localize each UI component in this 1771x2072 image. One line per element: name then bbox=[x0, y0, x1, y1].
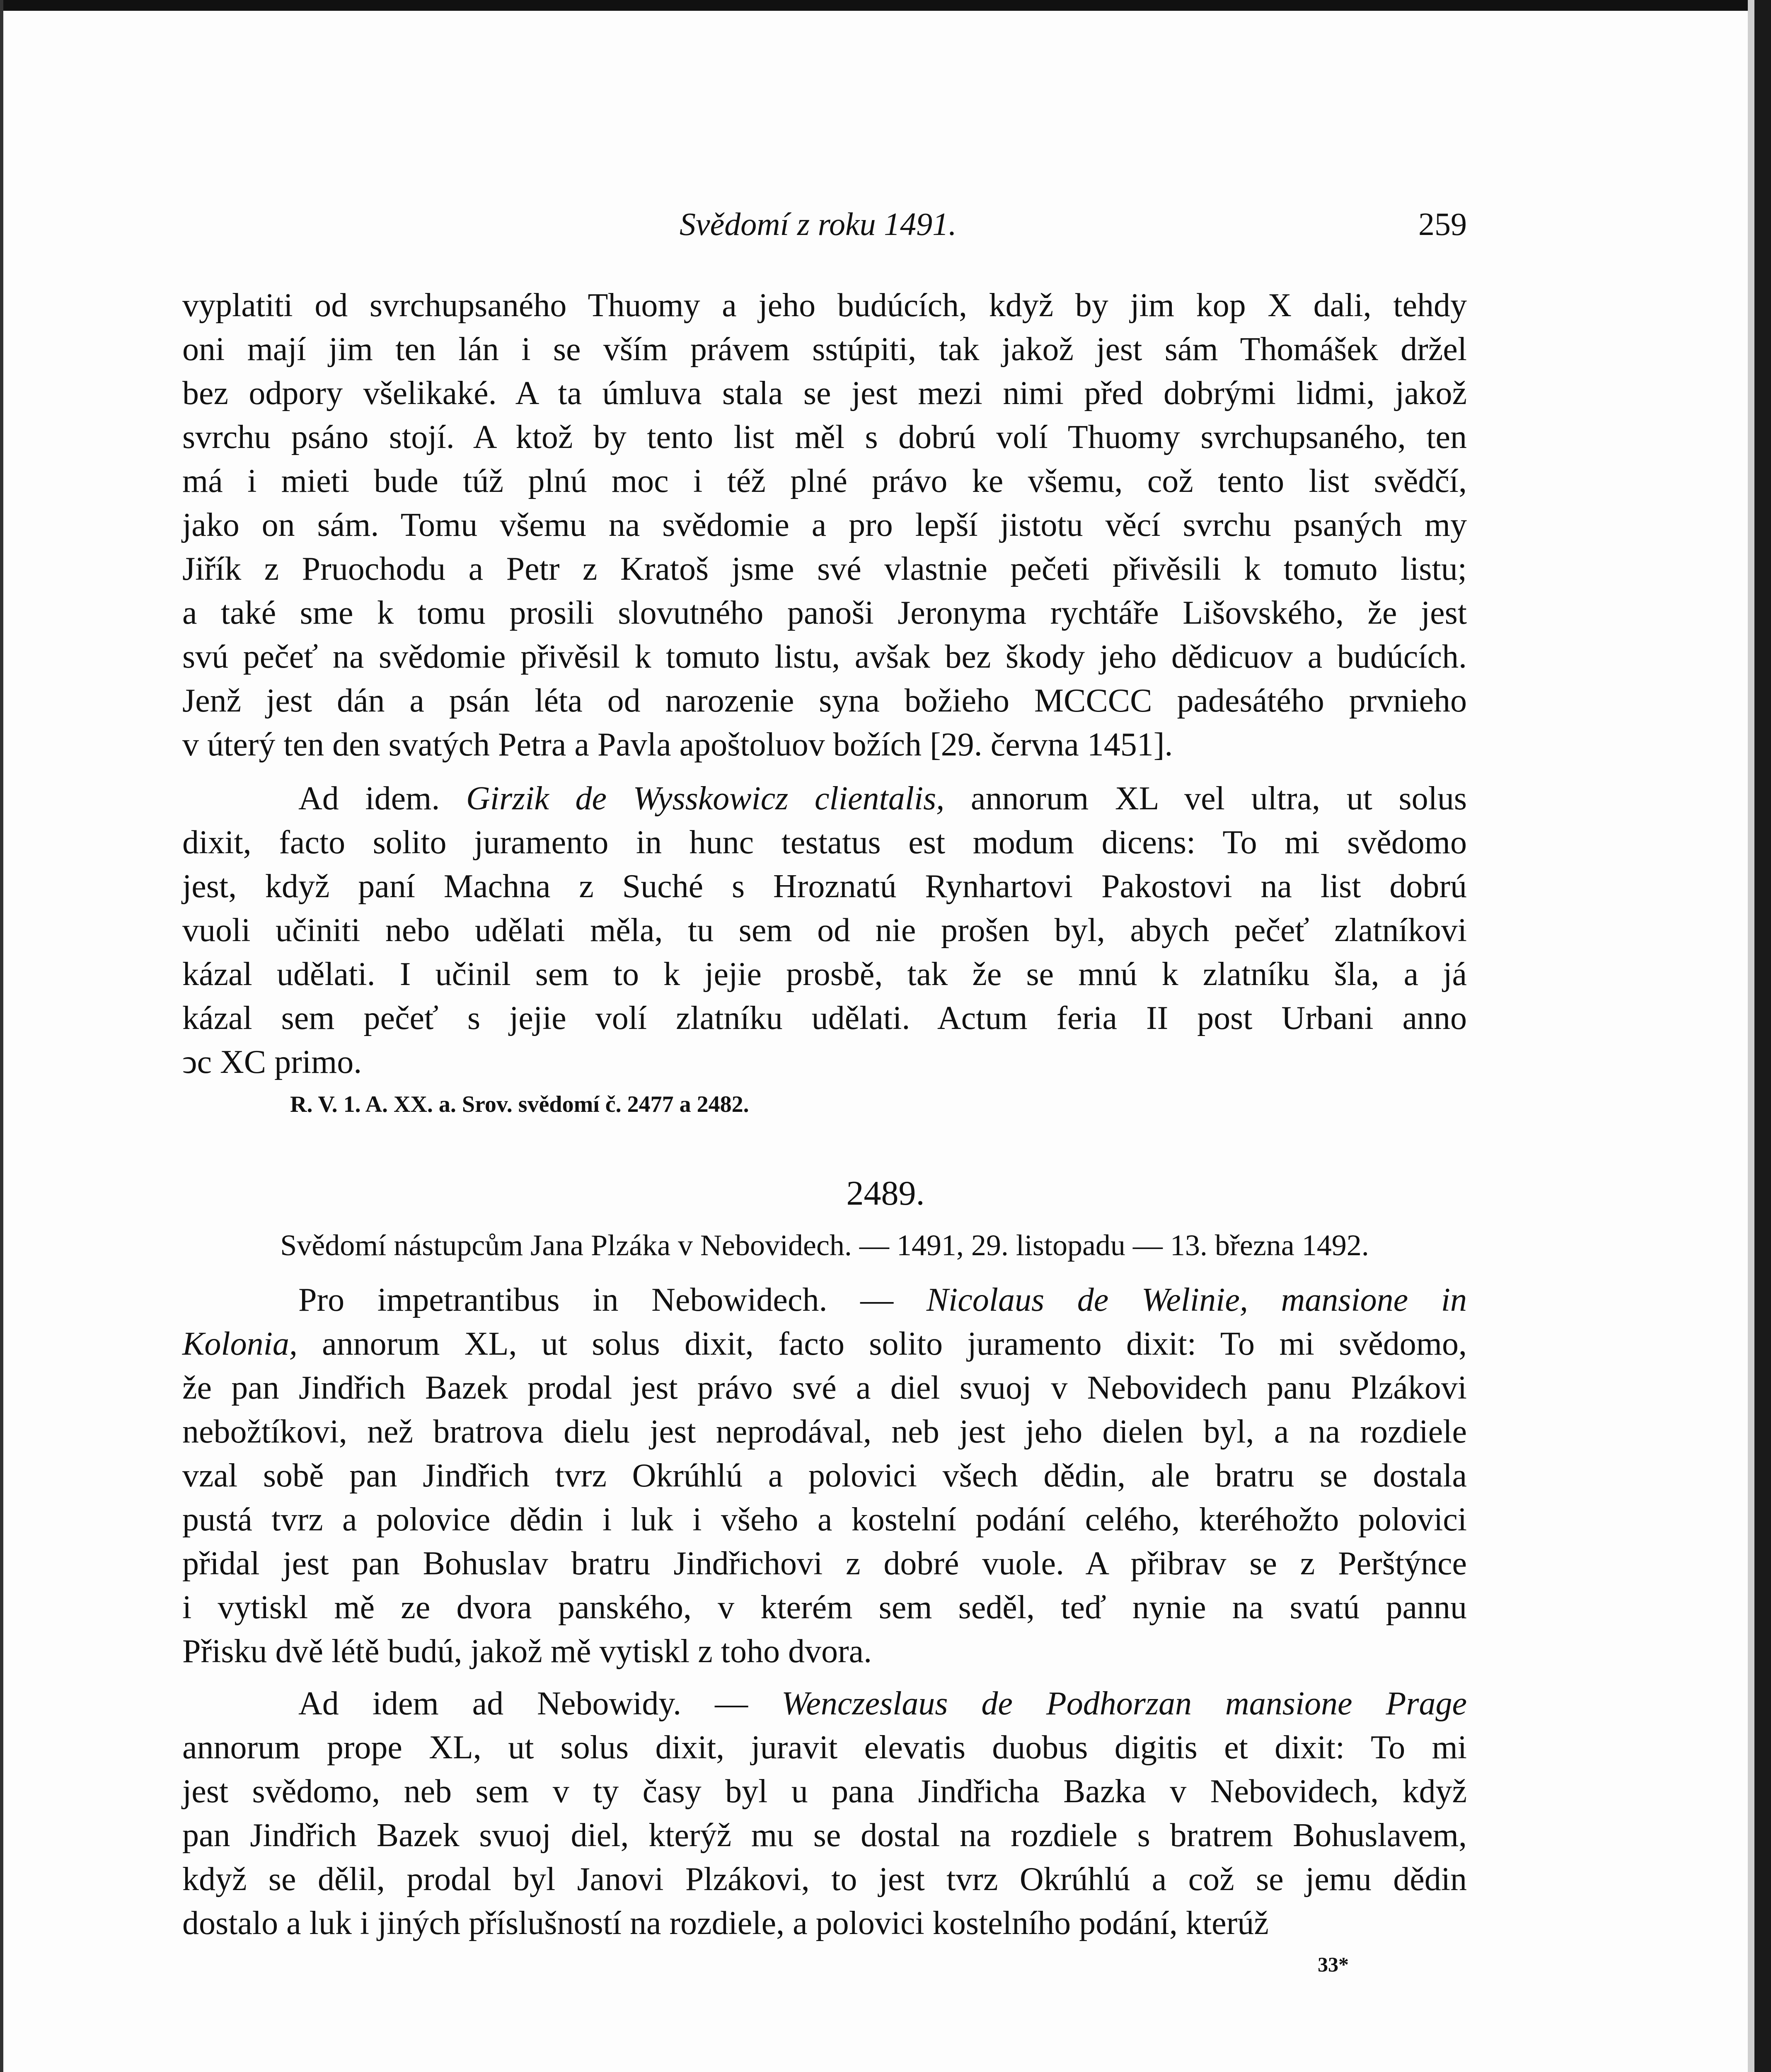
text-segment: Ad idem ad Nebowidy. — bbox=[298, 1685, 782, 1722]
text-line bbox=[182, 635, 1467, 679]
footnote-source: R. V. 1. A. XX. a. Srov. svědomí č. 2477 a 2482. bbox=[290, 1092, 749, 1117]
text-line bbox=[182, 1040, 1467, 1084]
scan-edge-right-gray bbox=[1748, 0, 1754, 2072]
text-line bbox=[182, 1585, 1467, 1629]
text-segment: nebožtíkovi, než bratrova dielu jest neprodával, neb jest jeho dielen byl, a na rozdiele bbox=[182, 1414, 1467, 1450]
text-segment: bez odpory všelikaké. A ta úmluva stala se jest mezi nimi před dobrými lidmi, jakož bbox=[182, 375, 1467, 411]
text-line bbox=[182, 1322, 1467, 1366]
text-line bbox=[182, 283, 1467, 327]
text-segment: má i mieti bude túž plnú moc i též plné právo ke všemu, což tento list svědčí, bbox=[182, 463, 1467, 499]
text-segment: pustá tvrz a polovice dědin i luk i všeho a kostelní podání celého, kteréhožto polovici bbox=[182, 1501, 1467, 1538]
text-line bbox=[182, 996, 1467, 1040]
text-segment: Přisku dvě létě budú, jakož mě vytiskl z toho dvora. bbox=[182, 1633, 872, 1670]
text-line bbox=[182, 821, 1467, 864]
text-line bbox=[182, 1454, 1467, 1498]
paragraph-pro-impetrantibus bbox=[182, 1278, 1467, 1673]
text-segment: v úterý ten den svatých Petra a Pavla apoštoluov božích [29. června 1451]. bbox=[182, 726, 1173, 763]
paragraph-ad-idem bbox=[182, 777, 1467, 1084]
text-segment: kázal sem pečeť s jejie volí zlatníku udělati. Actum feria II post Urbani anno bbox=[182, 1000, 1467, 1036]
text-line bbox=[182, 1278, 1467, 1322]
text-segment: Ad idem. bbox=[298, 780, 466, 817]
italic-name: Girzik de Wysskowicz clientalis, bbox=[466, 780, 945, 817]
text-line bbox=[182, 1682, 1467, 1726]
paragraph-ad-idem-nebowidy bbox=[182, 1682, 1467, 1945]
text-line bbox=[182, 723, 1467, 767]
text-line bbox=[182, 1726, 1467, 1769]
italic-name: Wenczeslaus de Podhorzan mansione Prage bbox=[781, 1685, 1467, 1722]
signature-mark: 33* bbox=[1318, 1953, 1349, 1976]
text-segment: že pan Jindřich Bazek prodal jest právo své a diel svuoj v Nebovidech panu Plzákovi bbox=[182, 1370, 1467, 1406]
text-segment: dixit, facto solito juramento in hunc testatus est modum dicens: To mi svědomo bbox=[182, 824, 1467, 861]
text-segment: přidal jest pan Bohuslav bratru Jindřichovi z dobré vuole. A přibrav se z Perštýnce bbox=[182, 1545, 1467, 1582]
scan-edge-left bbox=[0, 0, 3, 2072]
text-segment: vuoli učiniti nebo udělati měla, tu sem od nie prošen byl, abych pečeť zlatníkovi bbox=[182, 912, 1467, 949]
text-line bbox=[182, 908, 1467, 952]
text-segment: ↄc XC primo. bbox=[182, 1044, 362, 1080]
text-line bbox=[182, 1901, 1467, 1945]
text-segment: dostalo a luk i jiných příslušností na rozdiele, a polovici kostelního podání, kterúž bbox=[182, 1905, 1269, 1941]
page-number: 259 bbox=[1418, 206, 1467, 242]
text-line bbox=[182, 1629, 1467, 1673]
text-line bbox=[182, 864, 1467, 908]
text-segment: Jiřík z Pruochodu a Petr z Kratoš jsme své vlastnie pečeti přivěsili k tomuto listu; bbox=[182, 551, 1467, 587]
paragraph-charter-continuation bbox=[182, 283, 1467, 767]
text-line bbox=[182, 591, 1467, 635]
running-head bbox=[182, 202, 1467, 246]
text-segment: svú pečeť na svědomie přivěsil k tomuto listu, avšak bez škody jeho dědicuov a budúcích. bbox=[182, 639, 1467, 675]
text-segment: vzal sobě pan Jindřich tvrz Okrúhlú a polovici všech dědin, ale bratru se dostala bbox=[182, 1457, 1467, 1494]
text-line bbox=[182, 371, 1467, 415]
text-segment: jest svědomo, neb sem v ty časy byl u pana Jindřicha Bazka v Nebovidech, když bbox=[182, 1773, 1467, 1810]
text-segment: svrchu psáno stojí. A ktož by tento list měl s dobrú volí Thuomy svrchupsaného, ten bbox=[182, 419, 1467, 455]
text-segment: kázal udělati. I učinil sem to k jejie prosbě, tak že se mnú k zlatníku šla, a já bbox=[182, 956, 1467, 992]
text-segment: a také sme k tomu prosili slovutného panoši Jeronyma rychtáře Lišovského, že jest bbox=[182, 595, 1467, 631]
text-line bbox=[182, 1366, 1467, 1410]
text-line bbox=[182, 777, 1467, 821]
text-line bbox=[182, 415, 1467, 459]
text-line bbox=[182, 1498, 1467, 1542]
text-line bbox=[182, 1542, 1467, 1585]
text-line bbox=[182, 1857, 1467, 1901]
text-line bbox=[182, 327, 1467, 371]
text-segment: annorum prope XL, ut solus dixit, juravit elevatis duobus digitis et dixit: To mi bbox=[182, 1729, 1467, 1766]
text-segment: annorum XL, ut solus dixit, facto solito juramento dixit: To mi svědomo, bbox=[297, 1326, 1467, 1362]
text-segment: Jenž jest dán a psán léta od narozenie syna božieho MCCCC padesátého prvnieho bbox=[182, 683, 1467, 719]
document-number: 2489. bbox=[846, 1174, 925, 1213]
text-line bbox=[182, 952, 1467, 996]
italic-name: Nicolaus de Welinie, mansione in bbox=[926, 1282, 1467, 1318]
text-line bbox=[182, 459, 1467, 503]
scan-edge-top bbox=[0, 0, 1771, 11]
text-segment: když se dělil, prodal byl Janovi Plzákovi, to jest tvrz Okrúhlú a což se jemu dědin bbox=[182, 1861, 1467, 1898]
text-line bbox=[182, 679, 1467, 723]
text-segment: Pro impetrantibus in Nebowidech. — bbox=[298, 1282, 927, 1318]
running-title: Svědomí z roku 1491. bbox=[680, 206, 957, 242]
text-segment: jest, když paní Machna z Suché s Hroznatú Rynhartovi Pakostovi na list dobrú bbox=[182, 868, 1467, 905]
text-line bbox=[182, 1769, 1467, 1813]
text-line bbox=[182, 503, 1467, 547]
italic-name: Kolonia, bbox=[182, 1326, 298, 1362]
text-line bbox=[182, 547, 1467, 591]
text-segment: annorum XL vel ultra, ut solus bbox=[944, 780, 1467, 817]
text-line bbox=[182, 1813, 1467, 1857]
text-segment: vyplatiti od svrchupsaného Thuomy a jeho budúcích, když by jim kop X dali, tehdy bbox=[182, 287, 1467, 324]
document-title: Svědomí nástupcům Jana Plzáka v Nebovidech. — 1491, 29. listopadu — 13. března 1492. bbox=[280, 1229, 1369, 1262]
text-segment: oni mají jim ten lán i se vším právem sstúpiti, tak jakož jest sám Thomášek držel bbox=[182, 331, 1467, 368]
scan-edge-right bbox=[1754, 0, 1771, 2072]
text-segment: i vytiskl mě ze dvora panského, v kterém sem seděl, teď nynie na svatú pannu bbox=[182, 1589, 1467, 1626]
text-line bbox=[182, 1410, 1467, 1454]
text-segment: pan Jindřich Bazek svuoj diel, kterýž mu se dostal na rozdiele s bratrem Bohuslavem, bbox=[182, 1817, 1467, 1854]
text-segment: jako on sám. Tomu všemu na svědomie a pro lepší jistotu věcí svrchu psaných my bbox=[182, 507, 1467, 543]
